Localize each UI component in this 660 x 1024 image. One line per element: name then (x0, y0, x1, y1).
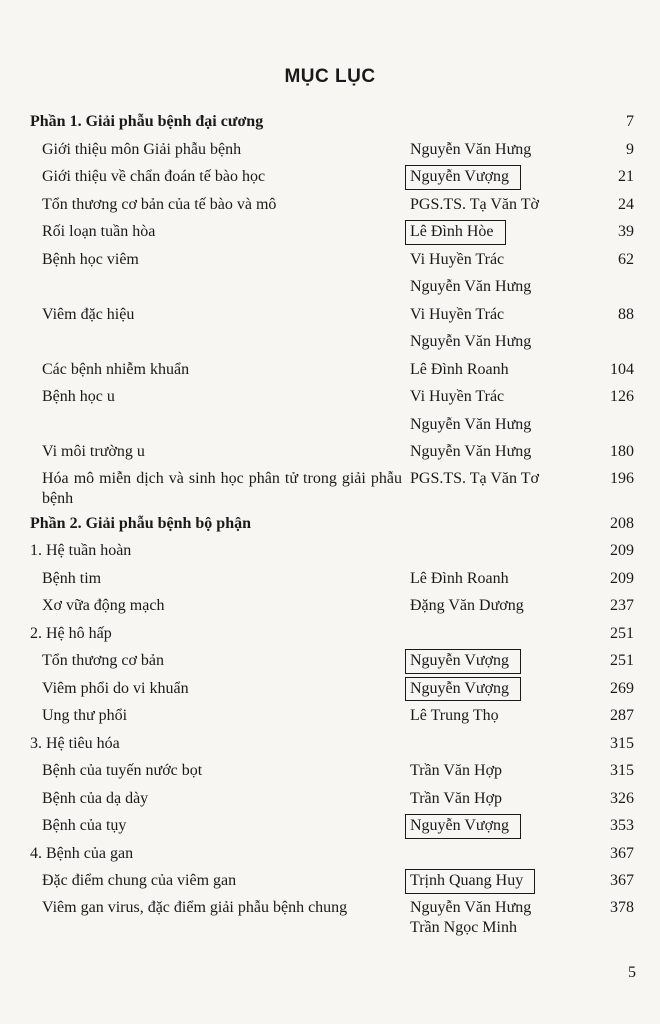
toc-entry-row (0, 136, 660, 164)
toc-section-row (0, 537, 660, 565)
toc-entry-title: 2. Hệ hô hấp (30, 624, 112, 642)
author-name: Trịnh Quang Huy (410, 872, 524, 889)
author-name: Nguyễn Văn Hưng (410, 333, 532, 350)
toc-entry-title: Giới thiệu môn Giải phẫu bệnh (42, 140, 242, 158)
toc-entry-page: 104 (610, 360, 634, 378)
author-name: Trần Văn Hợp (410, 762, 503, 779)
toc-entry-author (410, 757, 502, 785)
toc-entry-title: Các bệnh nhiễm khuẩn (42, 360, 190, 378)
toc-entry-title: Bệnh của tuyến nước bọt (42, 762, 203, 779)
toc-entry-title: Bệnh học viêm (42, 250, 139, 268)
toc-entry-author (410, 328, 531, 356)
toc-entry-title: 3. Hệ tiêu hóa (30, 734, 120, 752)
toc-entry-page: 353 (610, 817, 634, 834)
author-name: Nguyễn Văn Hưng (410, 140, 532, 158)
author-name-secondary: Trần Ngọc Minh (410, 918, 517, 936)
toc-entry-title: Ung thư phổi (42, 707, 128, 724)
toc-entry-author (410, 785, 502, 813)
toc-entry-row (0, 411, 660, 439)
toc-entry-title: Tổn thương cơ bản (42, 652, 165, 669)
author-name: Nguyễn Vượng (410, 652, 510, 669)
toc-part-row (0, 510, 660, 538)
toc-entry-page: 196 (610, 469, 634, 487)
toc-entry-author (410, 191, 539, 219)
toc-entry-title: Viêm gan virus, đặc điểm giải phẫu bệnh chung (42, 898, 348, 916)
toc-entry-title: Hóa mô miễn dịch và sinh học phân tử trong giải phẫu bệnh (42, 469, 402, 507)
author-name: Lê Trung Thọ (410, 707, 499, 724)
toc-entry-page: 21 (618, 168, 634, 185)
toc-entry-title: Rối loạn tuần hòa (42, 223, 156, 240)
author-name: Nguyễn Vượng (410, 168, 510, 185)
toc-entry-author (410, 469, 539, 489)
toc-entry-page: 251 (610, 652, 634, 669)
toc-entry-page: 62 (618, 250, 634, 268)
toc-entry-row (0, 675, 660, 703)
toc-entry-title: Xơ vữa động mạch (42, 597, 165, 614)
toc-entry-title: Vi môi trường u (42, 443, 145, 460)
toc-entry-title: Tổn thương cơ bản của tế bào và mô (42, 195, 277, 213)
toc-entry-page: 209 (610, 542, 634, 559)
toc-entry-page: 39 (618, 223, 634, 240)
toc-entry-author (410, 438, 531, 466)
toc-entry-row (0, 191, 660, 219)
toc-entry-author (410, 565, 509, 593)
toc-entry-row (0, 895, 660, 939)
toc-entry-author (410, 675, 509, 703)
author-name: Nguyễn Văn Hưng (410, 278, 532, 295)
toc-entry-row (0, 812, 660, 840)
toc-entry-page: 7 (626, 113, 634, 130)
author-name: Nguyễn Văn Hưng (410, 415, 532, 433)
toc-entry-row (0, 757, 660, 785)
toc-entry-row (0, 466, 660, 510)
toc-entry-author (410, 592, 524, 620)
author-name: PGS.TS. Tạ Văn Tờ (410, 195, 539, 213)
toc-entry-author (410, 812, 509, 840)
toc-entry-row (0, 163, 660, 191)
toc-entry-title: 1. Hệ tuần hoàn (30, 542, 132, 559)
author-name: Nguyễn Vượng (410, 817, 510, 834)
toc-entry-author (410, 867, 523, 895)
toc-entry-page: 367 (610, 844, 634, 862)
toc-section-row (0, 620, 660, 648)
author-name: Vi Huyền Trác (410, 305, 505, 323)
page-number: 5 (628, 964, 636, 981)
toc-entry-row (0, 867, 660, 895)
toc-entry-title: Viêm phổi do vi khuẩn (42, 679, 189, 697)
toc-entry-author (410, 356, 509, 384)
toc-entry-author (410, 411, 531, 439)
toc-entry-page: 251 (610, 624, 634, 642)
toc-entry-page: 208 (610, 514, 634, 532)
toc-entry-title: Giới thiệu về chẩn đoán tế bào học (42, 168, 266, 185)
author-name: Nguyễn Vượng (410, 679, 510, 697)
table-of-contents (0, 108, 660, 939)
toc-entry-page: 126 (610, 388, 634, 405)
toc-entry-row (0, 328, 660, 356)
toc-entry-row (0, 218, 660, 246)
toc-entry-title: 4. Bệnh của gan (30, 844, 134, 862)
page-title: MỤC LỤC (284, 66, 376, 87)
toc-entry-title: Đặc điểm chung của viêm gan (42, 872, 237, 889)
toc-part-row (0, 108, 660, 136)
toc-entry-author (410, 273, 531, 301)
toc-entry-title: Bệnh của dạ dày (42, 789, 149, 807)
toc-entry-title: Phần 2. Giải phẫu bệnh bộ phận (30, 514, 251, 532)
toc-section-row (0, 730, 660, 758)
toc-entry-row (0, 702, 660, 730)
toc-entry-page: 9 (626, 140, 634, 158)
author-name: Trần Văn Hợp (410, 789, 503, 807)
toc-entry-title: Bệnh tim (42, 569, 102, 587)
toc-entry-author (410, 163, 509, 191)
toc-entry-row (0, 356, 660, 384)
toc-entry-title: Phần 1. Giải phẫu bệnh đại cương (30, 113, 264, 130)
toc-entry-author (410, 383, 504, 411)
toc-entry-title: Viêm đặc hiệu (42, 305, 135, 323)
toc-entry-author (410, 301, 504, 329)
toc-entry-row (0, 565, 660, 593)
toc-entry-page: 287 (610, 707, 634, 724)
author-name: Nguyễn Văn Hưng (410, 443, 532, 460)
author-name: Vi Huyền Trác (410, 250, 505, 268)
author-name: Lê Đình Roanh (410, 360, 509, 378)
author-name: Nguyễn Văn Hưng (410, 898, 532, 916)
toc-entry-page: 209 (610, 569, 634, 587)
toc-entry-author (410, 136, 531, 164)
toc-entry-row (0, 246, 660, 274)
toc-entry-author (410, 246, 504, 274)
toc-entry-author (410, 898, 531, 938)
toc-entry-row (0, 438, 660, 466)
toc-entry-title: Bệnh của tụy (42, 817, 127, 834)
author-name: PGS.TS. Tạ Văn Tơ (410, 469, 539, 487)
toc-entry-page: 378 (610, 898, 634, 916)
toc-entry-page: 367 (610, 872, 634, 889)
toc-entry-row (0, 647, 660, 675)
author-name: Vi Huyền Trác (410, 388, 505, 405)
toc-entry-title: Bệnh học u (42, 388, 115, 405)
author-name: Đặng Văn Dương (410, 597, 524, 614)
toc-section-row (0, 840, 660, 868)
toc-entry-page: 180 (610, 443, 634, 460)
toc-entry-page: 237 (610, 597, 634, 614)
toc-entry-author (410, 647, 509, 675)
toc-entry-row (0, 301, 660, 329)
toc-entry-page: 24 (618, 195, 634, 213)
toc-entry-page: 315 (610, 762, 634, 779)
toc-entry-row (0, 592, 660, 620)
author-name: Lê Đình Roanh (410, 569, 509, 587)
toc-entry-page: 88 (618, 305, 634, 323)
toc-entry-author (410, 218, 494, 246)
author-name: Lê Đình Hòe (410, 223, 494, 240)
toc-entry-row (0, 273, 660, 301)
toc-entry-page: 326 (610, 789, 634, 807)
toc-entry-row (0, 383, 660, 411)
toc-entry-page: 269 (610, 679, 634, 697)
toc-entry-author (410, 702, 499, 730)
toc-entry-row (0, 785, 660, 813)
toc-entry-page: 315 (610, 734, 634, 752)
